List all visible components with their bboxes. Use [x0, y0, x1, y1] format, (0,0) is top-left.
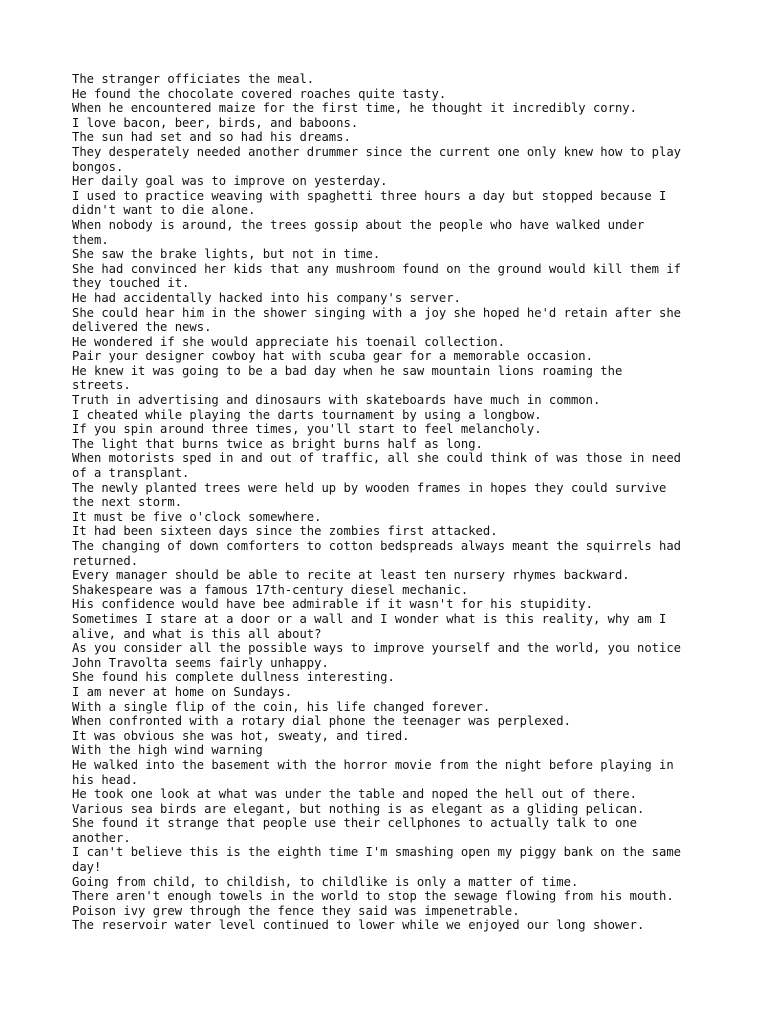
text-line: His confidence would have bee admirable if it wasn't for his stupidity. [72, 597, 593, 612]
text-line: She saw the brake lights, but not in time. [72, 247, 381, 262]
text-line: streets. [72, 378, 131, 393]
document-page [72, 72, 712, 933]
text-line: If you spin around three times, you'll start to feel melancholy. [72, 422, 542, 437]
text-line: bongos. [72, 159, 124, 174]
body-text [72, 72, 712, 933]
text-line: Her daily goal was to improve on yesterday. [72, 174, 388, 189]
text-line: didn't want to die alone. [72, 203, 256, 218]
text-line: It had been sixteen days since the zombies first attacked. [72, 524, 498, 539]
text-line: She had convinced her kids that any mushroom found on the ground would kill them if [72, 261, 682, 276]
text-line: John Travolta seems fairly unhappy. [72, 655, 329, 670]
text-line: Poison ivy grew through the fence they said was impenetrable. [72, 903, 520, 918]
text-line: He knew it was going to be a bad day when he saw mountain lions roaming the [72, 363, 623, 378]
text-line: I used to practice weaving with spaghetti three hours a day but stopped because I [72, 188, 667, 203]
text-line: delivered the news. [72, 320, 212, 335]
text-line: his head. [72, 772, 139, 787]
text-line: I am never at home on Sundays. [72, 684, 293, 699]
text-line: Every manager should be able to recite at least ten nursery rhymes backward. [72, 568, 630, 583]
text-line: He wondered if she would appreciate his toenail collection. [72, 334, 505, 349]
text-line: I love bacon, beer, birds, and baboons. [72, 115, 359, 130]
text-line: alive, and what is this all about? [72, 626, 322, 641]
text-line: Truth in advertising and dinosaurs with skateboards have much in common. [72, 393, 601, 408]
text-line: Shakespeare was a famous 17th-century diesel mechanic. [72, 582, 469, 597]
text-line: Various sea birds are elegant, but nothing is as elegant as a gliding pelican. [72, 801, 645, 816]
text-line: When he encountered maize for the first time, he thought it incredibly corny. [72, 101, 637, 116]
text-line: As you consider all the possible ways to improve yourself and the world, you notice [72, 641, 682, 656]
text-line: The reservoir water level continued to lower while we enjoyed our long shower. [72, 918, 645, 933]
text-line: With the high wind warning [72, 743, 263, 758]
text-line: He took one look at what was under the table and noped the hell out of there. [72, 787, 637, 802]
text-line: The light that burns twice as bright burns half as long. [72, 436, 483, 451]
text-line: He walked into the basement with the horror movie from the night before playing in [72, 757, 674, 772]
text-line: He had accidentally hacked into his company's server. [72, 290, 461, 305]
text-line: It was obvious she was hot, sweaty, and tired. [72, 728, 410, 743]
text-line: With a single flip of the coin, his life changed forever. [72, 699, 491, 714]
text-line: It must be five o'clock somewhere. [72, 509, 322, 524]
text-line: I cheated while playing the darts tournament by using a longbow. [72, 407, 542, 422]
text-line: The newly planted trees were held up by wooden frames in hopes they could survive [72, 480, 667, 495]
text-line: returned. [72, 553, 139, 568]
text-line: They desperately needed another drummer since the current one only knew how to play [72, 144, 682, 159]
text-line: Sometimes I stare at a door or a wall and I wonder what is this reality, why am I [72, 611, 667, 626]
text-line: She found it strange that people use their cellphones to actually talk to one [72, 816, 637, 831]
text-line: day! [72, 860, 102, 875]
text-line: The stranger officiates the meal. [72, 72, 315, 86]
text-line: them. [72, 232, 109, 247]
text-line: When confronted with a rotary dial phone the teenager was perplexed. [72, 714, 571, 729]
text-line: There aren't enough towels in the world to stop the sewage flowing from his mouth. [72, 889, 674, 904]
text-line: She could hear him in the shower singing with a joy she hoped he'd retain after she [72, 305, 682, 320]
text-line: Going from child, to childish, to childlike is only a matter of time. [72, 874, 579, 889]
text-line: When nobody is around, the trees gossip about the people who have walked under [72, 217, 645, 232]
text-line: When motorists sped in and out of traffic, all she could think of was those in need [72, 451, 682, 466]
text-line: another. [72, 830, 131, 845]
text-line: the next storm. [72, 495, 183, 510]
text-line: Pair your designer cowboy hat with scuba gear for a memorable occasion. [72, 349, 593, 364]
text-line: The sun had set and so had his dreams. [72, 130, 351, 145]
text-line: I can't believe this is the eighth time I'm smashing open my piggy bank on the same [72, 845, 682, 860]
text-line: they touched it. [72, 276, 190, 291]
text-line: of a transplant. [72, 466, 190, 481]
text-line: The changing of down comforters to cotton bedspreads always meant the squirrels had [72, 539, 682, 553]
text-line: He found the chocolate covered roaches quite tasty. [72, 86, 447, 101]
text-line: She found his complete dullness interesting. [72, 670, 395, 685]
